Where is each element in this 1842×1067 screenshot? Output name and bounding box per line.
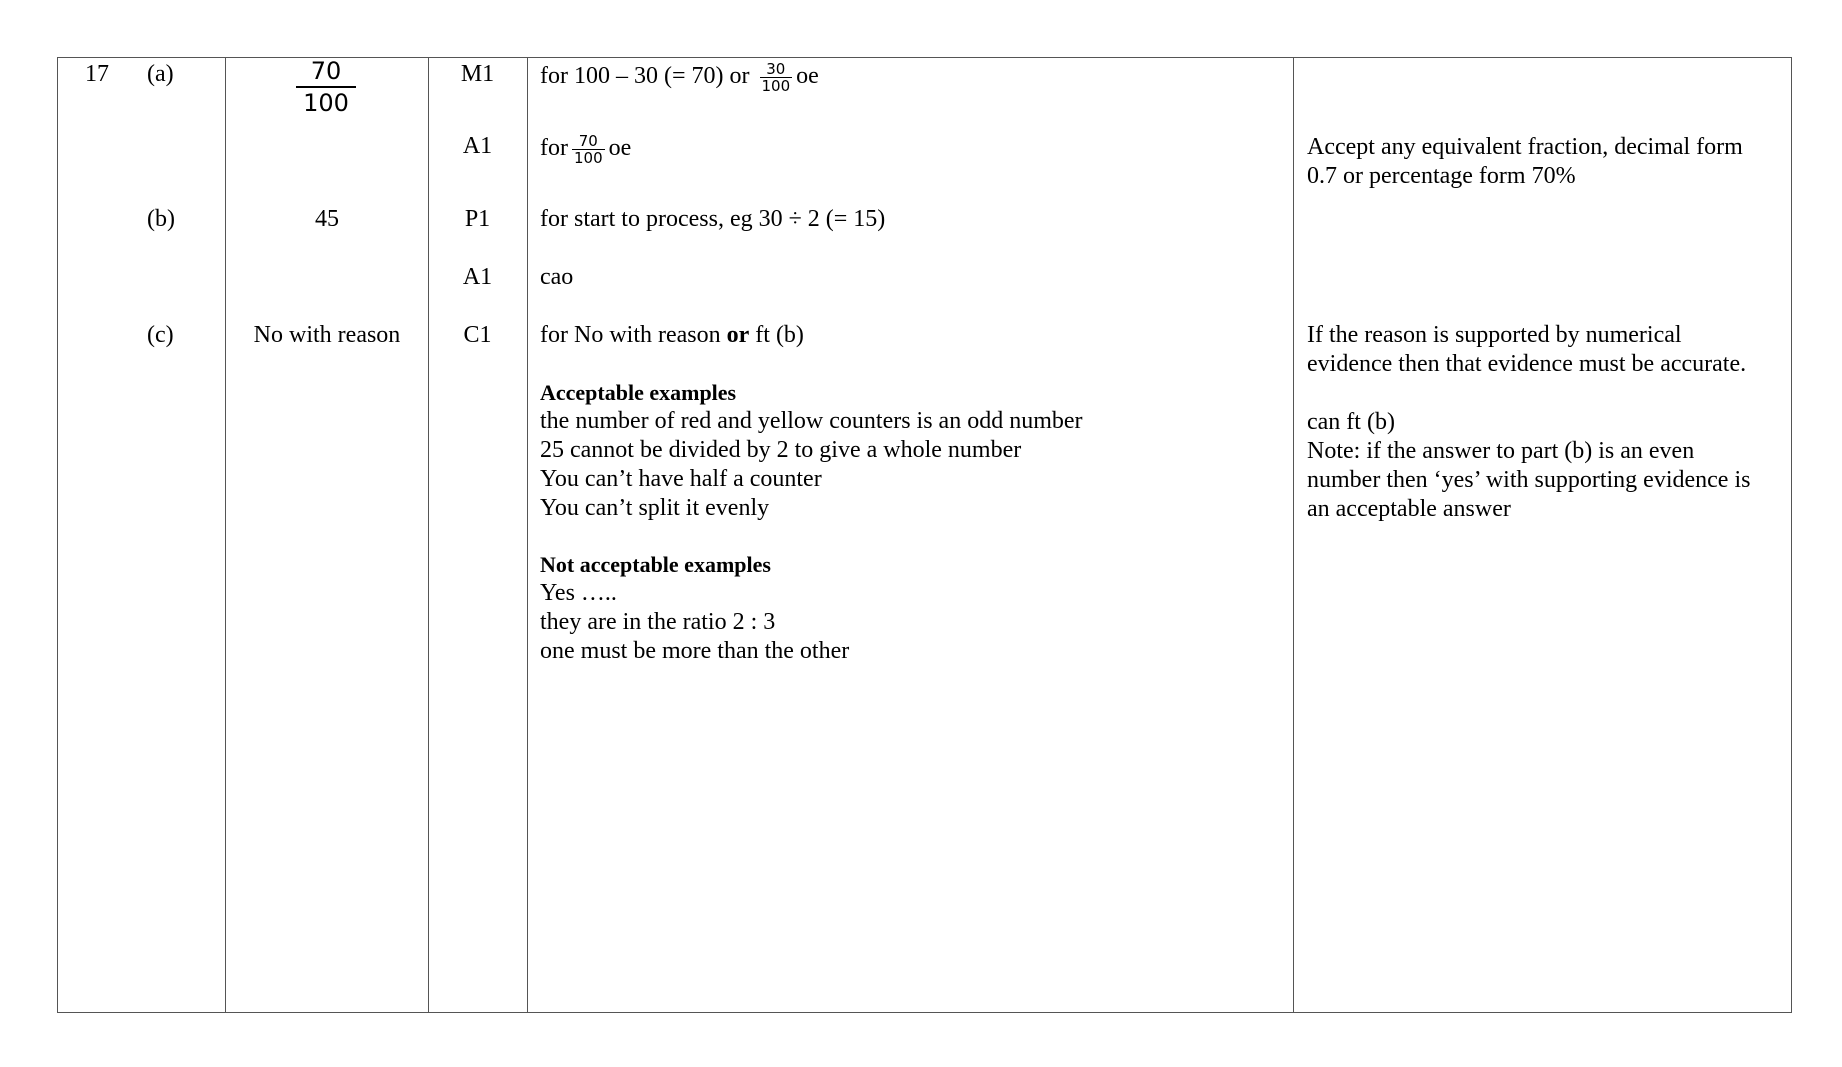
not-acceptable-heading: Not acceptable examples: [540, 552, 771, 577]
fraction-numerator: 30: [766, 60, 786, 78]
guidance-text: for start to process, eg 30 ÷ 2 (= 15): [540, 206, 886, 232]
comment-line: number then ‘yes’ with supporting evidence is: [1307, 467, 1751, 493]
example-line: they are in the ratio 2 : 3: [540, 609, 776, 635]
fraction-denominator: 100: [761, 77, 791, 95]
additional-guidance: [1307, 408, 1750, 524]
guidance-text: [540, 133, 631, 166]
comment-line: can ft (b): [1307, 409, 1395, 435]
guidance-or: or: [726, 322, 750, 348]
answer-fraction-a: [296, 56, 356, 118]
mark-code: A1: [462, 264, 493, 290]
comment-line: evidence then that evidence must be accurate.: [1307, 351, 1747, 377]
comment-line: 0.7 or percentage form 70%: [1307, 163, 1576, 189]
fraction-numerator: 70: [310, 57, 342, 85]
column-divider: [225, 57, 226, 1013]
mark-code: M1: [460, 61, 495, 87]
column-divider: [428, 57, 429, 1013]
mark-scheme-table: [57, 57, 1792, 1013]
example-line: the number of red and yellow counters is an odd number: [540, 408, 1083, 434]
answer-b: 45: [315, 206, 339, 232]
not-acceptable-examples: [540, 550, 849, 666]
guidance-prefix: for No with reason: [540, 322, 721, 348]
mark-code: A1: [462, 133, 493, 159]
guidance-suffix: oe: [796, 63, 819, 90]
comment-line: Note: if the answer to part (b) is an even: [1307, 438, 1695, 464]
comment-line: If the reason is supported by numerical: [1307, 322, 1682, 348]
fraction-numerator: 70: [578, 132, 598, 150]
guidance-prefix: for 100 – 30 (= 70) or: [540, 63, 750, 90]
comment-line: Accept any equivalent fraction, decimal form: [1307, 134, 1743, 160]
column-divider: [527, 57, 528, 1013]
guidance-text: cao: [540, 264, 574, 290]
mark-code: C1: [463, 322, 492, 348]
example-line: You can’t have half a counter: [540, 466, 822, 492]
acceptable-examples: [540, 378, 1083, 523]
guidance-text: [540, 61, 819, 94]
guidance-suffix: ft (b): [755, 322, 804, 348]
additional-guidance: [1307, 321, 1746, 379]
mark-code: P1: [464, 206, 491, 232]
part-label-c: (c): [147, 322, 174, 348]
example-line: 25 cannot be divided by 2 to give a whole number: [540, 437, 1022, 463]
question-number: 17: [85, 61, 109, 87]
additional-guidance: [1307, 133, 1743, 191]
answer-c: No with reason: [253, 322, 401, 348]
acceptable-heading: Acceptable examples: [540, 380, 737, 405]
guidance-prefix: for: [540, 135, 568, 162]
fraction-denominator: 100: [573, 149, 603, 167]
guidance-fraction: [760, 61, 793, 94]
example-line: You can’t split it evenly: [540, 495, 770, 521]
fraction-denominator: 100: [296, 86, 356, 118]
comment-line: an acceptable answer: [1307, 496, 1511, 522]
guidance-fraction: [572, 133, 605, 166]
example-line: Yes …..: [540, 580, 617, 606]
part-label-a: (a): [147, 61, 174, 87]
guidance-text: [540, 321, 804, 350]
column-divider: [1293, 57, 1294, 1013]
example-line: one must be more than the other: [540, 638, 850, 664]
guidance-suffix: oe: [608, 135, 632, 162]
part-label-b: (b): [147, 206, 175, 232]
